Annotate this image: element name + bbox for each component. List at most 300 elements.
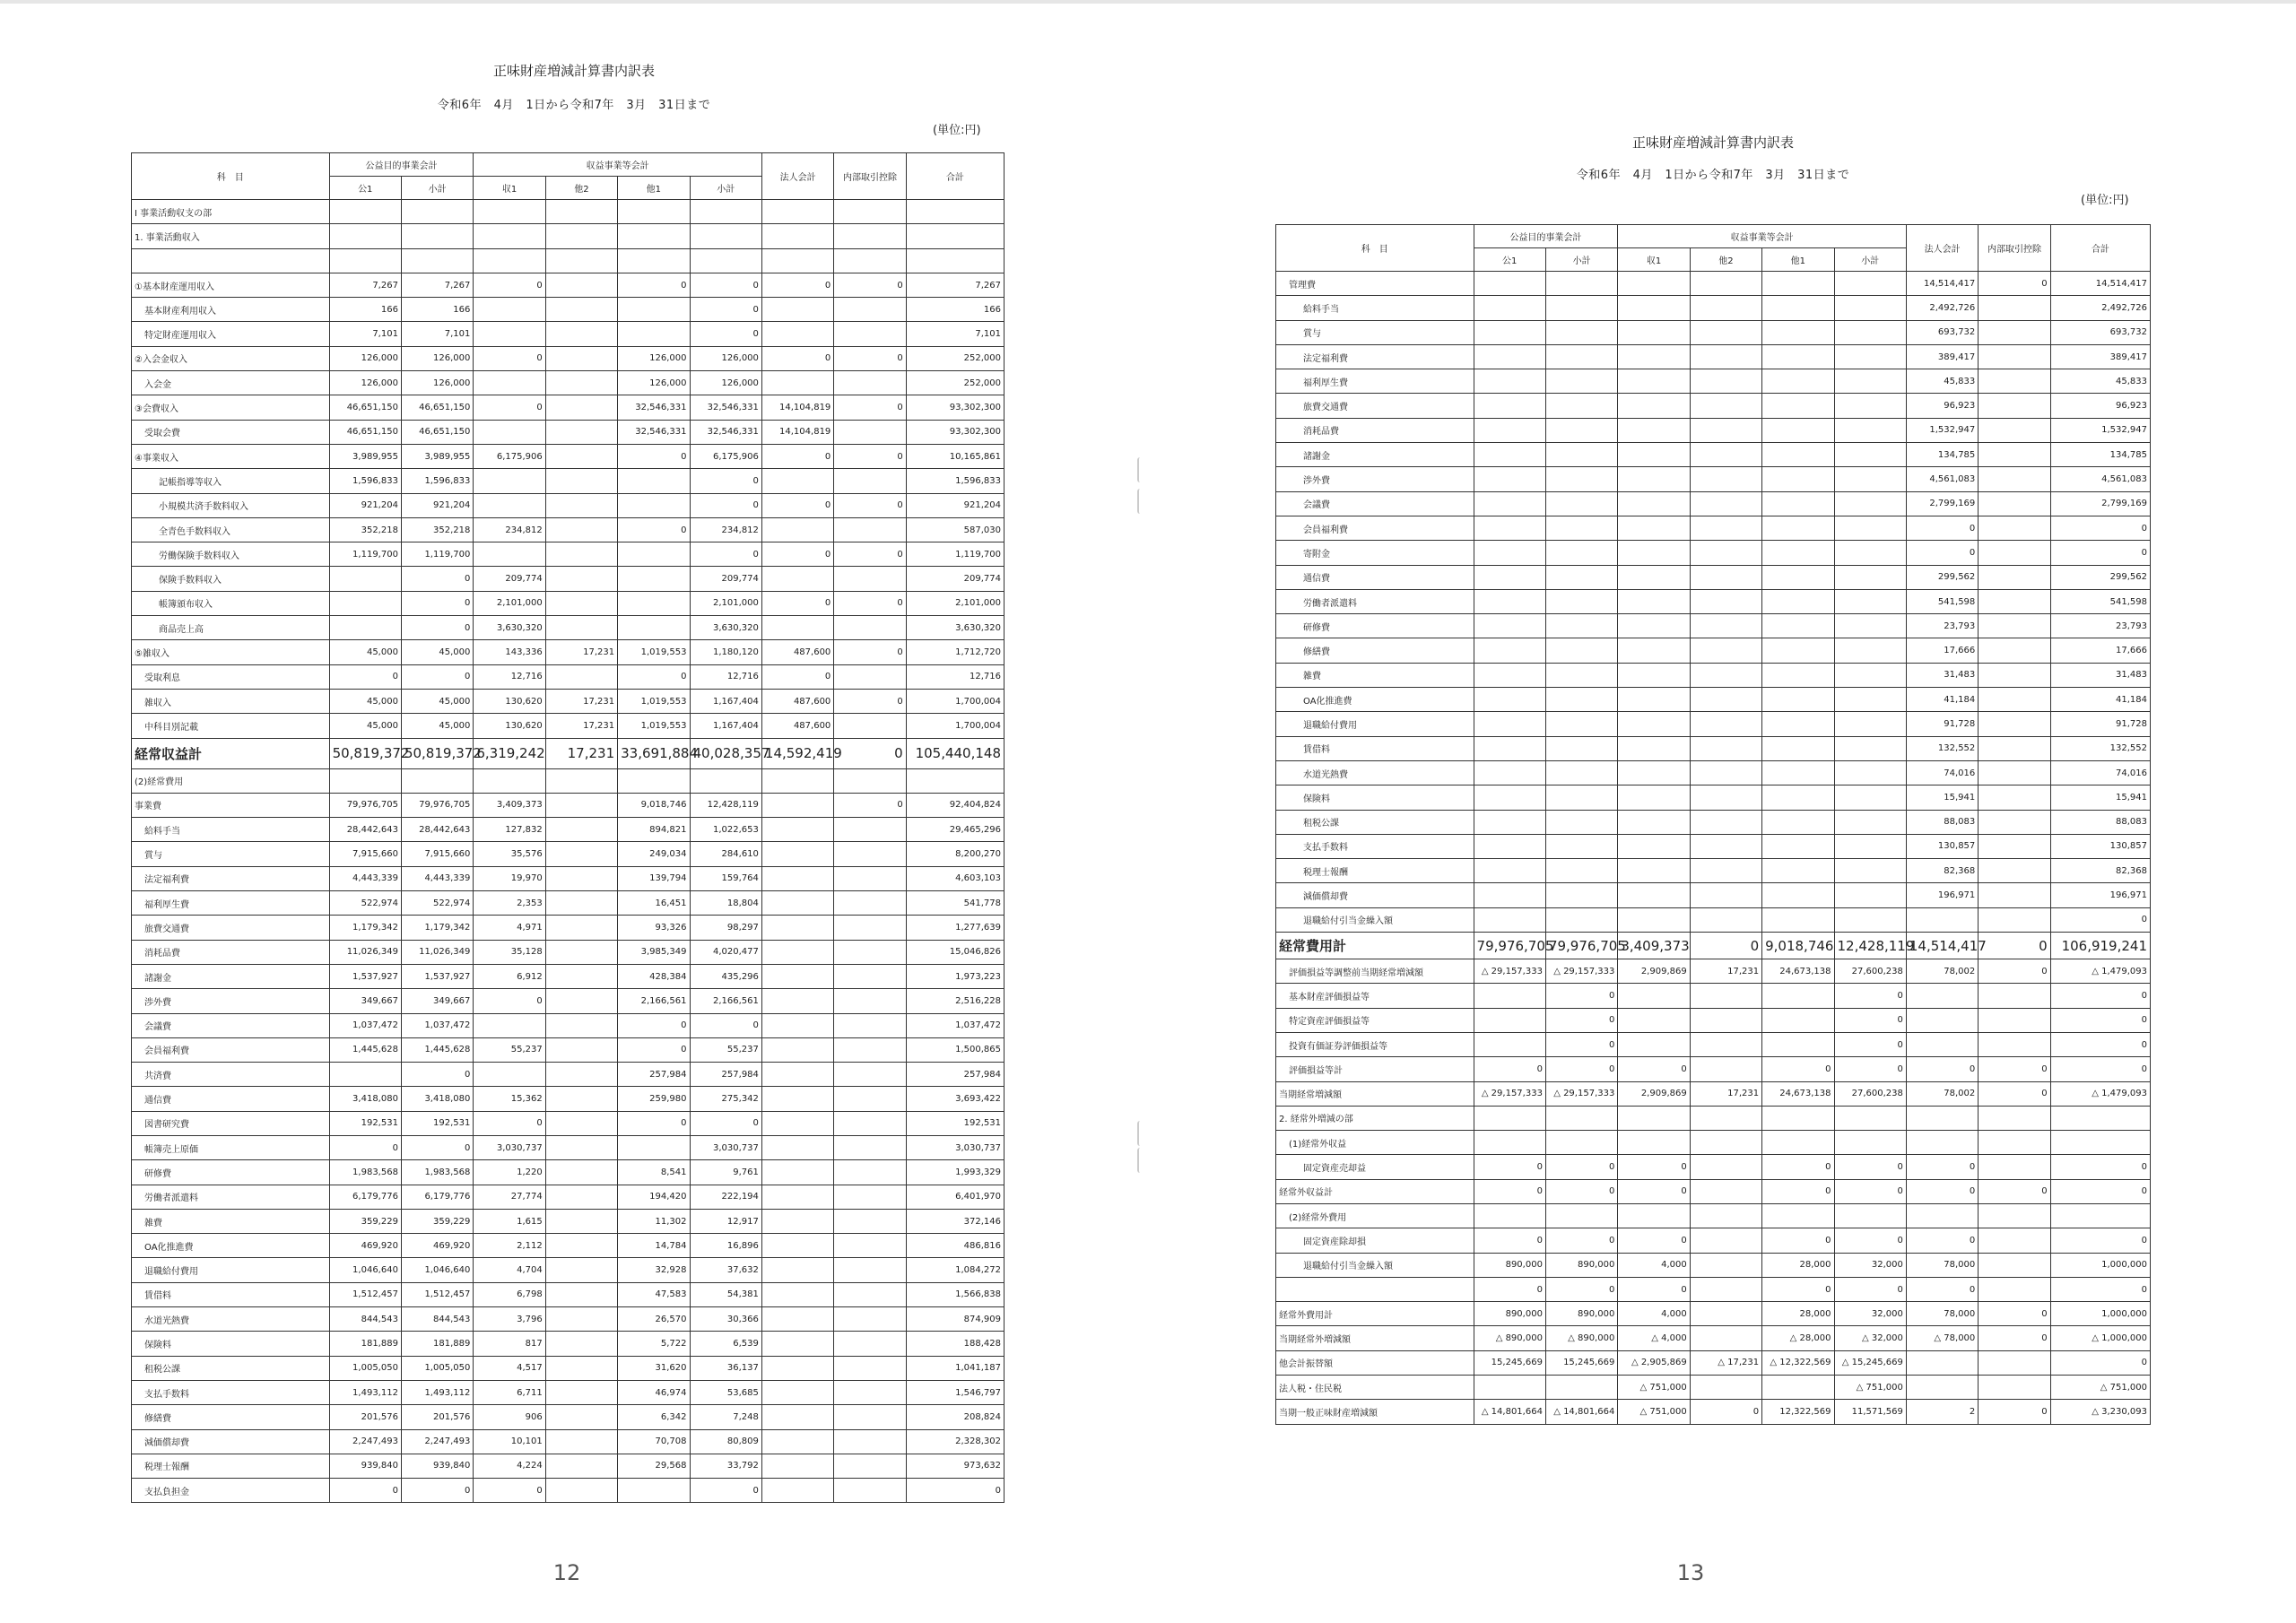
cell-value: △ 751,000 xyxy=(1618,1400,1690,1424)
cell-value xyxy=(834,1380,906,1404)
cell-value xyxy=(1474,810,1545,834)
cell-value xyxy=(1474,491,1545,516)
cell-value: 88,083 xyxy=(2050,810,2150,834)
cell-value: 0 xyxy=(834,689,906,713)
row-label: 投資有価証券評価損益等 xyxy=(1276,1032,1474,1056)
cell-value: 33,691,884 xyxy=(618,738,690,768)
cell-value xyxy=(834,1135,906,1159)
cell-value xyxy=(690,200,761,224)
cell-value: 0 xyxy=(1834,984,1906,1008)
cell-value xyxy=(1762,1106,1834,1130)
cell-value xyxy=(1762,394,1834,418)
cell-value xyxy=(1545,614,1617,638)
cell-value xyxy=(834,1185,906,1209)
cell-value xyxy=(1762,344,1834,369)
cell-value: 275,342 xyxy=(690,1087,761,1111)
cell-value xyxy=(1474,663,1545,687)
cell-value xyxy=(1690,907,1761,932)
cell-value xyxy=(1762,760,1834,785)
cell-value: 96,923 xyxy=(1906,394,1978,418)
cell-value: 921,204 xyxy=(906,493,1004,517)
cell-value xyxy=(545,567,617,591)
cell-value: △ 890,000 xyxy=(1545,1326,1617,1350)
cell-value xyxy=(1979,1253,2050,1277)
cell-value: 14,104,819 xyxy=(761,420,833,444)
cell-value: △ 15,245,669 xyxy=(1834,1350,1906,1375)
row-label: (2)経常外費用 xyxy=(1276,1203,1474,1228)
cell-value xyxy=(1834,344,1906,369)
cell-value: 2,492,726 xyxy=(1906,296,1978,320)
cell-value: 1,983,568 xyxy=(401,1160,473,1185)
cell-value xyxy=(761,1037,833,1062)
cell-value xyxy=(834,916,906,940)
cell-value: 487,600 xyxy=(761,714,833,738)
cell-value: 844,543 xyxy=(401,1307,473,1332)
header-sub: 収1 xyxy=(474,177,545,200)
cell-value: 4,000 xyxy=(1618,1253,1690,1277)
cell-value: 0 xyxy=(1906,1155,1978,1179)
cell-value xyxy=(329,1063,401,1087)
cell-value: 2,166,561 xyxy=(690,989,761,1013)
row-label xyxy=(132,248,330,273)
row-label: 評価損益等計 xyxy=(1276,1057,1474,1081)
cell-value xyxy=(545,1282,617,1306)
cell-value: △ 78,000 xyxy=(1906,1326,1978,1350)
cell-value: 0 xyxy=(906,1479,1004,1503)
table-row xyxy=(132,567,1004,591)
cell-value xyxy=(1906,1203,1978,1228)
row-label: 固定資産除却損 xyxy=(1276,1228,1474,1253)
cell-value: 0 xyxy=(834,493,906,517)
cell-value: 0 xyxy=(1979,1081,2050,1106)
cell-value: 4,517 xyxy=(474,1356,545,1380)
cell-value: 3,989,955 xyxy=(401,444,473,468)
cell-value: 181,889 xyxy=(329,1332,401,1356)
cell-value: 27,600,238 xyxy=(1834,1081,1906,1106)
cell-value: 45,000 xyxy=(329,689,401,713)
cell-value xyxy=(761,916,833,940)
cell-value xyxy=(1474,589,1545,613)
table-row xyxy=(132,1356,1004,1380)
table-row xyxy=(1276,1277,2151,1301)
cell-value: 3,030,737 xyxy=(906,1135,1004,1159)
cell-value: 32,546,331 xyxy=(618,420,690,444)
cell-value xyxy=(1762,443,1834,467)
cell-value: 37,632 xyxy=(690,1258,761,1282)
cell-value xyxy=(690,248,761,273)
cell-value: 32,546,331 xyxy=(690,395,761,420)
cell-value xyxy=(1834,541,1906,565)
cell-value xyxy=(1474,688,1545,712)
cell-value: 93,326 xyxy=(618,916,690,940)
cell-value xyxy=(1906,1008,1978,1032)
cell-value: 53,685 xyxy=(690,1380,761,1404)
cell-value: 16,451 xyxy=(618,891,690,916)
cell-value: 541,778 xyxy=(906,891,1004,916)
cell-value xyxy=(761,200,833,224)
cell-value xyxy=(834,664,906,689)
cell-value xyxy=(1690,369,1761,394)
cell-value xyxy=(1762,1131,1834,1155)
cell-value: 693,732 xyxy=(1906,320,1978,344)
cell-value: 15,245,669 xyxy=(1474,1350,1545,1375)
cell-value xyxy=(474,768,545,793)
cell-value xyxy=(1618,1106,1690,1130)
cell-value xyxy=(1979,785,2050,810)
cell-value xyxy=(834,1356,906,1380)
cell-value: 0 xyxy=(2050,1008,2150,1032)
cell-value: 1,022,653 xyxy=(690,818,761,842)
cell-value: 0 xyxy=(1545,1179,1617,1203)
cell-value: 389,417 xyxy=(2050,344,2150,369)
cell-value xyxy=(1979,369,2050,394)
cell-value xyxy=(1690,443,1761,467)
cell-value: 0 xyxy=(1545,984,1617,1008)
row-label: 水道光熱費 xyxy=(132,1307,330,1332)
row-label: 退職給付引当金繰入額 xyxy=(1276,907,1474,932)
cell-value xyxy=(1690,1203,1761,1228)
cell-value: 3,985,349 xyxy=(618,940,690,964)
cell-value xyxy=(761,1185,833,1209)
cell-value: 194,420 xyxy=(618,1185,690,1209)
cell-value: 0 xyxy=(1834,1057,1906,1081)
table-row xyxy=(132,493,1004,517)
cell-value xyxy=(618,616,690,640)
table-row xyxy=(132,517,1004,542)
cell-value: 46,651,150 xyxy=(329,420,401,444)
document-title: 正味財産増減計算書内訳表 xyxy=(492,63,655,79)
cell-value xyxy=(1474,736,1545,760)
row-label: 経常収益計 xyxy=(132,738,330,768)
cell-value xyxy=(1690,614,1761,638)
cell-value xyxy=(834,842,906,866)
cell-value: 349,667 xyxy=(401,989,473,1013)
cell-value: 939,840 xyxy=(329,1454,401,1478)
table-row xyxy=(132,542,1004,567)
cell-value xyxy=(1474,320,1545,344)
cell-value: 234,812 xyxy=(474,517,545,542)
cell-value: 30,366 xyxy=(690,1307,761,1332)
cell-value: 890,000 xyxy=(1474,1253,1545,1277)
scan-mark xyxy=(1137,489,1144,514)
cell-value xyxy=(761,1063,833,1087)
cell-value xyxy=(1474,1131,1545,1155)
row-label: 福利厚生費 xyxy=(132,891,330,916)
cell-value: 2,492,726 xyxy=(2050,296,2150,320)
table-row xyxy=(132,1160,1004,1185)
row-label: 退職給付費用 xyxy=(132,1258,330,1282)
header-public-account: 公益目的事業会計 xyxy=(1474,225,1618,248)
row-label: 研修費 xyxy=(132,1160,330,1185)
cell-value xyxy=(1979,834,2050,858)
cell-value: 2,353 xyxy=(474,891,545,916)
document-title: 正味財産増減計算書内訳表 xyxy=(1631,135,1794,151)
cell-value: 93,302,300 xyxy=(906,420,1004,444)
cell-value: 0 xyxy=(1545,1008,1617,1032)
cell-value: 46,974 xyxy=(618,1380,690,1404)
cell-value xyxy=(1834,810,1906,834)
table-row xyxy=(1276,491,2151,516)
cell-value xyxy=(545,818,617,842)
table-row xyxy=(1276,959,2151,984)
cell-value xyxy=(1545,785,1617,810)
cell-value xyxy=(1834,785,1906,810)
cell-value xyxy=(1474,1106,1545,1130)
cell-value xyxy=(1834,859,1906,883)
cell-value xyxy=(618,322,690,346)
cell-value xyxy=(545,1013,617,1037)
cell-value xyxy=(474,200,545,224)
cell-value xyxy=(761,248,833,273)
table-row xyxy=(132,1429,1004,1454)
cell-value: △ 890,000 xyxy=(1474,1326,1545,1350)
cell-value: △ 14,801,664 xyxy=(1474,1400,1545,1424)
cell-value: 1,046,640 xyxy=(401,1258,473,1282)
cell-value xyxy=(1762,565,1834,589)
cell-value xyxy=(1690,810,1761,834)
header-internal-elimination: 内部取引控除 xyxy=(834,153,906,200)
cell-value xyxy=(1979,418,2050,442)
cell-value: 4,561,083 xyxy=(2050,467,2150,491)
cell-value: 126,000 xyxy=(401,371,473,395)
cell-value: 3,630,320 xyxy=(906,616,1004,640)
table-row xyxy=(1276,296,2151,320)
cell-value xyxy=(545,1037,617,1062)
cell-value xyxy=(1979,1203,2050,1228)
table-row xyxy=(1276,1179,2151,1203)
cell-value xyxy=(761,1087,833,1111)
table-row xyxy=(132,964,1004,988)
cell-value xyxy=(1834,272,1906,296)
cell-value: 939,840 xyxy=(401,1454,473,1478)
cell-value: △ 4,000 xyxy=(1618,1326,1690,1350)
cell-value xyxy=(1906,1032,1978,1056)
table-row xyxy=(1276,1203,2151,1228)
cell-value xyxy=(1834,907,1906,932)
cell-value xyxy=(1474,907,1545,932)
cell-value xyxy=(1690,418,1761,442)
cell-value: 0 xyxy=(834,542,906,567)
cell-value xyxy=(834,1111,906,1135)
cell-value: 7,248 xyxy=(690,1405,761,1429)
row-label: 支払負担金 xyxy=(132,1479,330,1503)
cell-value: 299,562 xyxy=(2050,565,2150,589)
cell-value xyxy=(1545,638,1617,663)
cell-value: 134,785 xyxy=(2050,443,2150,467)
cell-value xyxy=(545,1063,617,1087)
cell-value xyxy=(1690,589,1761,613)
cell-value xyxy=(545,989,617,1013)
row-label: 賃借料 xyxy=(132,1282,330,1306)
cell-value: 181,889 xyxy=(401,1332,473,1356)
cell-value xyxy=(1834,418,1906,442)
cell-value: 522,974 xyxy=(329,891,401,916)
cell-value: 0 xyxy=(1618,1228,1690,1253)
cell-value xyxy=(474,298,545,322)
cell-value xyxy=(545,940,617,964)
cell-value xyxy=(1690,1376,1761,1400)
cell-value xyxy=(618,298,690,322)
cell-value xyxy=(1979,663,2050,687)
cell-value: 14,514,417 xyxy=(1906,272,1978,296)
cell-value xyxy=(329,591,401,615)
cell-value: 27,774 xyxy=(474,1185,545,1209)
cell-value xyxy=(1474,712,1545,736)
cell-value xyxy=(761,989,833,1013)
cell-value: 3,693,422 xyxy=(906,1087,1004,1111)
cell-value: 257,984 xyxy=(690,1063,761,1087)
cell-value xyxy=(906,768,1004,793)
row-label: ③会費収入 xyxy=(132,395,330,420)
cell-value xyxy=(1618,810,1690,834)
cell-value: 0 xyxy=(1834,1277,1906,1301)
table-row xyxy=(1276,1350,2151,1375)
cell-value: 79,976,705 xyxy=(329,793,401,817)
page-number: 12 xyxy=(552,1560,581,1585)
cell-value: 0 xyxy=(474,1111,545,1135)
cell-value: 4,000 xyxy=(1618,1302,1690,1326)
cell-value xyxy=(834,1307,906,1332)
row-label: 商品売上高 xyxy=(132,616,330,640)
cell-value: 2,112 xyxy=(474,1234,545,1258)
cell-value xyxy=(1906,984,1978,1008)
cell-value: 0 xyxy=(690,273,761,297)
cell-value: 1,445,628 xyxy=(401,1037,473,1062)
cell-value xyxy=(1618,1131,1690,1155)
cell-value: 16,896 xyxy=(690,1234,761,1258)
cell-value: 0 xyxy=(618,664,690,689)
cell-value: 9,761 xyxy=(690,1160,761,1185)
cell-value: 0 xyxy=(761,444,833,468)
cell-value: 4,443,339 xyxy=(329,866,401,890)
row-label: 法定福利費 xyxy=(132,866,330,890)
cell-value: 0 xyxy=(1762,1057,1834,1081)
header-sub: 公1 xyxy=(1474,248,1545,272)
cell-value: 159,764 xyxy=(690,866,761,890)
cell-value: 132,552 xyxy=(2050,736,2150,760)
table-row xyxy=(132,1454,1004,1478)
cell-value: 1,179,342 xyxy=(401,916,473,940)
cell-value xyxy=(834,616,906,640)
cell-value xyxy=(761,842,833,866)
table-row xyxy=(1276,663,2151,687)
page-13 xyxy=(1148,0,2296,1623)
cell-value xyxy=(1545,688,1617,712)
cell-value xyxy=(2050,1106,2150,1130)
cell-value xyxy=(545,916,617,940)
cell-value: 0 xyxy=(1979,933,2050,959)
row-label: 旅費交通費 xyxy=(132,916,330,940)
cell-value: 2,909,869 xyxy=(1618,959,1690,984)
cell-value: 0 xyxy=(1834,1155,1906,1179)
cell-value: 8,541 xyxy=(618,1160,690,1185)
cell-value: 0 xyxy=(329,1135,401,1159)
cell-value: 1,493,112 xyxy=(329,1380,401,1404)
cell-value xyxy=(1618,589,1690,613)
cell-value: 0 xyxy=(2050,1155,2150,1179)
cell-value: 17,231 xyxy=(545,689,617,713)
cell-value xyxy=(1762,369,1834,394)
cell-value: 139,794 xyxy=(618,866,690,890)
cell-value: 78,002 xyxy=(1906,1081,1978,1106)
cell-value xyxy=(1474,369,1545,394)
cell-value: 4,603,103 xyxy=(906,866,1004,890)
cell-value: 41,184 xyxy=(2050,688,2150,712)
cell-value: 93,302,300 xyxy=(906,395,1004,420)
cell-value: 0 xyxy=(690,322,761,346)
cell-value: 46,651,150 xyxy=(401,395,473,420)
cell-value: 1,532,947 xyxy=(2050,418,2150,442)
table-row xyxy=(132,1087,1004,1111)
cell-value xyxy=(1834,491,1906,516)
cell-value: 3,989,955 xyxy=(329,444,401,468)
cell-value: 6,175,906 xyxy=(690,444,761,468)
cell-value: 130,620 xyxy=(474,714,545,738)
cell-value xyxy=(1834,1131,1906,1155)
row-label xyxy=(1276,1277,1474,1301)
cell-value: 12,716 xyxy=(690,664,761,689)
cell-value: 1,167,404 xyxy=(690,689,761,713)
table-row xyxy=(132,866,1004,890)
row-label: 入会金 xyxy=(132,371,330,395)
cell-value xyxy=(618,542,690,567)
cell-value: 127,832 xyxy=(474,818,545,842)
cell-value: △ 1,000,000 xyxy=(2050,1326,2150,1350)
cell-value: 0 xyxy=(1979,272,2050,296)
cell-value xyxy=(1618,1008,1690,1032)
cell-value xyxy=(1979,1106,2050,1130)
table-row xyxy=(1276,760,2151,785)
cell-value xyxy=(1834,443,1906,467)
cell-value xyxy=(1545,859,1617,883)
cell-value xyxy=(1979,394,2050,418)
cell-value xyxy=(1545,663,1617,687)
table-row xyxy=(1276,1326,2151,1350)
cell-value: 1,537,927 xyxy=(401,964,473,988)
cell-value xyxy=(329,616,401,640)
cell-value: 252,000 xyxy=(906,371,1004,395)
row-label: 図書研究費 xyxy=(132,1111,330,1135)
cell-value: 0 xyxy=(761,346,833,370)
cell-value: 18,804 xyxy=(690,891,761,916)
cell-value xyxy=(1979,1155,2050,1179)
cell-value xyxy=(1834,565,1906,589)
cell-value xyxy=(474,1013,545,1037)
cell-value xyxy=(1979,614,2050,638)
cell-value: 6,711 xyxy=(474,1380,545,1404)
cell-value xyxy=(401,248,473,273)
cell-value xyxy=(1762,516,1834,540)
row-label: 帳簿頒布収入 xyxy=(132,591,330,615)
row-label: 会員福利費 xyxy=(132,1037,330,1062)
row-label: 消耗品費 xyxy=(132,940,330,964)
cell-value: 0 xyxy=(1545,1057,1617,1081)
table-row xyxy=(1276,1081,2151,1106)
cell-value: 890,000 xyxy=(1545,1302,1617,1326)
cell-value: 0 xyxy=(1762,1228,1834,1253)
cell-value xyxy=(545,371,617,395)
cell-value xyxy=(834,248,906,273)
row-label: 特定資産評価損益等 xyxy=(1276,1008,1474,1032)
cell-value: 7,101 xyxy=(401,322,473,346)
cell-value: 0 xyxy=(690,298,761,322)
cell-value: 0 xyxy=(761,591,833,615)
cell-value: 1,019,553 xyxy=(618,640,690,664)
cell-value: 45,000 xyxy=(401,714,473,738)
cell-value: 74,016 xyxy=(1906,760,1978,785)
cell-value xyxy=(545,891,617,916)
cell-value: 45,000 xyxy=(401,689,473,713)
